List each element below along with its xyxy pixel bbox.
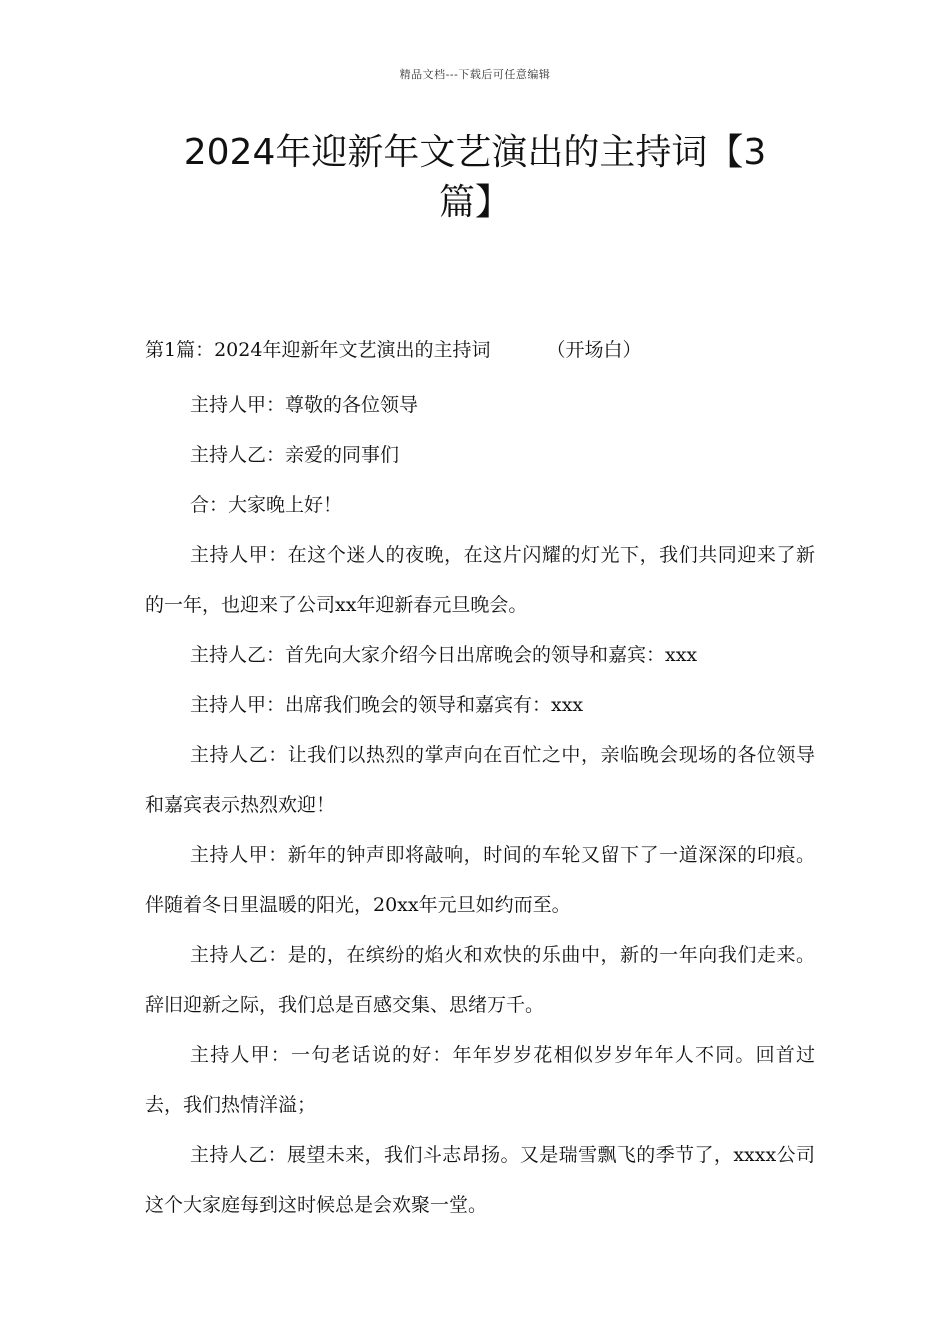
paragraph: 主持人乙：是的，在缤纷的焰火和欢快的乐曲中，新的一年向我们走来。辞旧迎新之际，我们总是百感交集、思绪万千。 (145, 944, 815, 1016)
paragraph: 主持人甲：出席我们晚会的领导和嘉宾有：xxx (190, 694, 584, 716)
section-heading-row (145, 330, 815, 370)
paragraph: 主持人乙：亲爱的同事们 (190, 444, 400, 466)
section-tag: （开场白） (546, 339, 642, 361)
title-line-2: 篇】 (438, 182, 511, 223)
paragraph: 主持人甲：一句老话说的好：年年岁岁花相似岁岁年年人不同。回首过去，我们热情洋溢； (145, 1044, 815, 1116)
paragraph: 主持人甲：在这个迷人的夜晚，在这片闪耀的灯光下，我们共同迎来了新的一年，也迎来了公司xx年迎新春元旦晚会。 (145, 544, 815, 616)
article-body (145, 330, 815, 1230)
paragraph: 主持人乙：展望未来，我们斗志昂扬。又是瑞雪飘飞的季节了，xxxx公司这个大家庭每到这时候总是会欢聚一堂。 (145, 1144, 815, 1216)
document-title (130, 128, 820, 228)
paragraph: 合：大家晚上好！ (190, 494, 343, 516)
paragraph: 主持人乙：首先向大家介绍今日出席晚会的领导和嘉宾：xxx (190, 644, 698, 666)
header-note: 精品文档---下载后可任意编辑 (399, 68, 551, 81)
paragraph: 主持人甲：新年的钟声即将敲响，时间的车轮又留下了一道深深的印痕。伴随着冬日里温暖的阳光，20xx年元旦如约而至。 (145, 844, 815, 916)
section-heading: 第1篇：2024年迎新年文艺演出的主持词 (145, 339, 491, 361)
title-line-1: 2024年迎新年文艺演出的主持词【3 (183, 132, 767, 173)
paragraph: 主持人甲：尊敬的各位领导 (190, 394, 419, 416)
paragraph: 主持人乙：让我们以热烈的掌声向在百忙之中，亲临晚会现场的各位领导和嘉宾表示热烈欢迎！ (145, 744, 815, 816)
